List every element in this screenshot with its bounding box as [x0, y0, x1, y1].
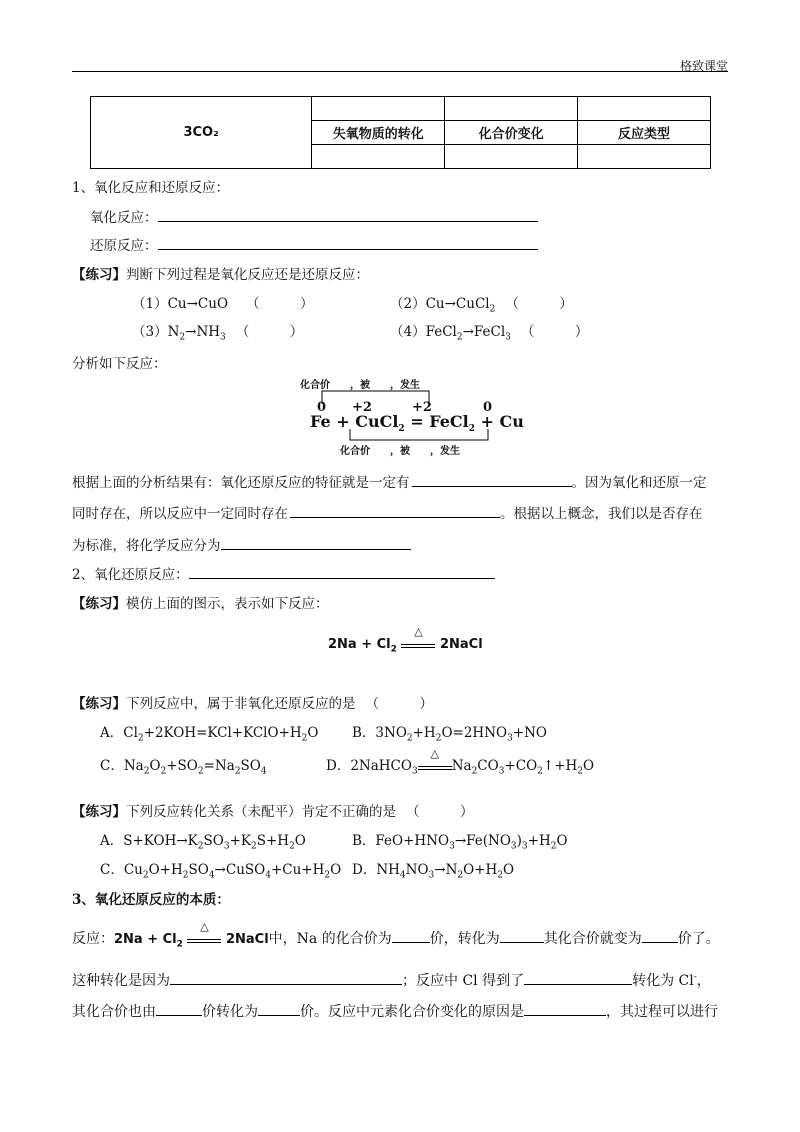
- equation-2na-cl2: $2Na + Cl_2$ △ 2NaCl: [328, 625, 483, 655]
- valence-cucl2: +2: [352, 400, 372, 415]
- paragraph-line-3: 为标准，将化学反应分为: [72, 534, 411, 554]
- table-cell: [445, 145, 578, 169]
- practice4-option-c: C．$Cu_2O+H_2SO_4\to CuSO_4+Cu+H_2O$: [100, 862, 342, 881]
- table-cell: [578, 97, 711, 121]
- reaction-table: [90, 96, 711, 169]
- table-header-1: 失氧物质的转化: [312, 121, 445, 145]
- blank: [170, 983, 402, 985]
- blank: [642, 941, 678, 943]
- practice3-option-d: D．2NaHCO$_3$ △ $Na_2CO_3+CO_2↑+H_2O$: [326, 747, 595, 777]
- practice4-option-a: A．$S+KOH\to K_2SO_3+K_2S+H_2O$: [100, 833, 306, 852]
- diagram-top-note: 化合价 ，被 ，发生: [300, 380, 420, 391]
- practice1-item-2: （2）Cu→CuCl$_2$ （ ）: [390, 296, 573, 315]
- section3-title: 3、氧化还原反应的本质：: [72, 892, 230, 908]
- diagram-bottom-note: 化合价 ，被 ，发生: [340, 446, 460, 457]
- table-cell: [578, 145, 711, 169]
- blank: [258, 1014, 300, 1016]
- valence-cu: 0: [483, 400, 493, 415]
- blank: [524, 983, 632, 985]
- blank: [412, 485, 572, 487]
- table-cell: [445, 97, 578, 121]
- practice1-item-4: （4）FeCl$_2$→FeCl$_3$ （ ）: [390, 324, 589, 343]
- blank: [189, 577, 495, 579]
- section2-line: 2、氧化还原反应：: [72, 563, 495, 583]
- practice1-item-3: $(3)N_2\to NH_3$ （ ）: [132, 324, 304, 343]
- blank: [221, 548, 411, 550]
- valence-fecl2: +2: [412, 400, 432, 415]
- table-cell: [312, 145, 445, 169]
- practice1: 【练习】判断下列过程是氧化反应还是还原反应：: [72, 267, 369, 283]
- blank: [392, 941, 430, 943]
- section3-line-1: 反应：$2Na + Cl_2$ △ 2NaCl中，Na 的化合价为 价，转化为 其化合价就变为 价了。: [72, 920, 720, 950]
- paragraph-line-2: 同时存在，所以反应中一定同时存在 。根据以上概念，我们以是否存在: [72, 506, 703, 522]
- blank: [158, 248, 538, 250]
- table-left-cell: 3CO₂: [91, 97, 312, 169]
- practice3-option-a: A．$Cl_2+2KOH=KCl+KClO+H_2O$: [100, 725, 319, 744]
- table-header-2: 化合价变化: [445, 121, 578, 145]
- analysis-title: 分析如下反应：: [72, 356, 167, 372]
- practice4-option-d: D．$NH_4NO_3\to N_2O+H_2O$: [352, 862, 515, 881]
- header-rule: [72, 71, 728, 72]
- practice4: 【练习】下列反应转化关系（未配平）肯定不正确的是 （ ）: [72, 804, 474, 820]
- practice4-option-b: B．$FeO+HNO_3\to Fe(NO_3)_3+H_2O$: [352, 833, 568, 852]
- oxidation-line: 氧化反应：: [90, 206, 538, 226]
- practice2: 【练习】模仿上面的图示，表示如下反应：: [72, 596, 329, 612]
- blank: [158, 220, 538, 222]
- section1-title: 1、氧化反应和还原反应：: [72, 180, 230, 196]
- blank: [156, 1014, 202, 1016]
- valence-fe: 0: [317, 400, 327, 415]
- table-cell: [312, 97, 445, 121]
- reduction-line: 还原反应：: [90, 234, 538, 254]
- blank: [500, 941, 544, 943]
- header-brand: 格致课堂: [679, 59, 728, 73]
- practice3-option-b: B．$3NO_2+H_2O=2HNO_3+NO$: [352, 725, 548, 744]
- section3-line-2: 这种转化是因为 ；反应中 Cl 得到了 转化为 Cl-，: [72, 972, 711, 989]
- practice3: 【练习】下列反应中，属于非氧化还原反应的是 （ ）: [72, 696, 433, 712]
- blank: [290, 516, 500, 518]
- practice3-option-c: C．$Na_2O_2+SO_2=Na_2SO_4$: [100, 758, 267, 777]
- table-header-3: 反应类型: [578, 121, 711, 145]
- electron-transfer-diagram: [300, 372, 524, 462]
- practice1-item-1: （1）Cu→CuO （ ）: [132, 296, 314, 312]
- reaction-equation: Fe + CuCl$_2$ = FeCl$_2$ + Cu: [310, 412, 524, 435]
- blank: [524, 1014, 606, 1016]
- section3-line-3: 其化合价也由 价转化为 价。反应中元素化合价变化的原因是 ，其过程可以进行: [72, 1004, 718, 1020]
- paragraph-line-1: 根据上面的分析结果有：氧化还原反应的特征就是一定有 。因为氧化和还原一定: [72, 475, 707, 491]
